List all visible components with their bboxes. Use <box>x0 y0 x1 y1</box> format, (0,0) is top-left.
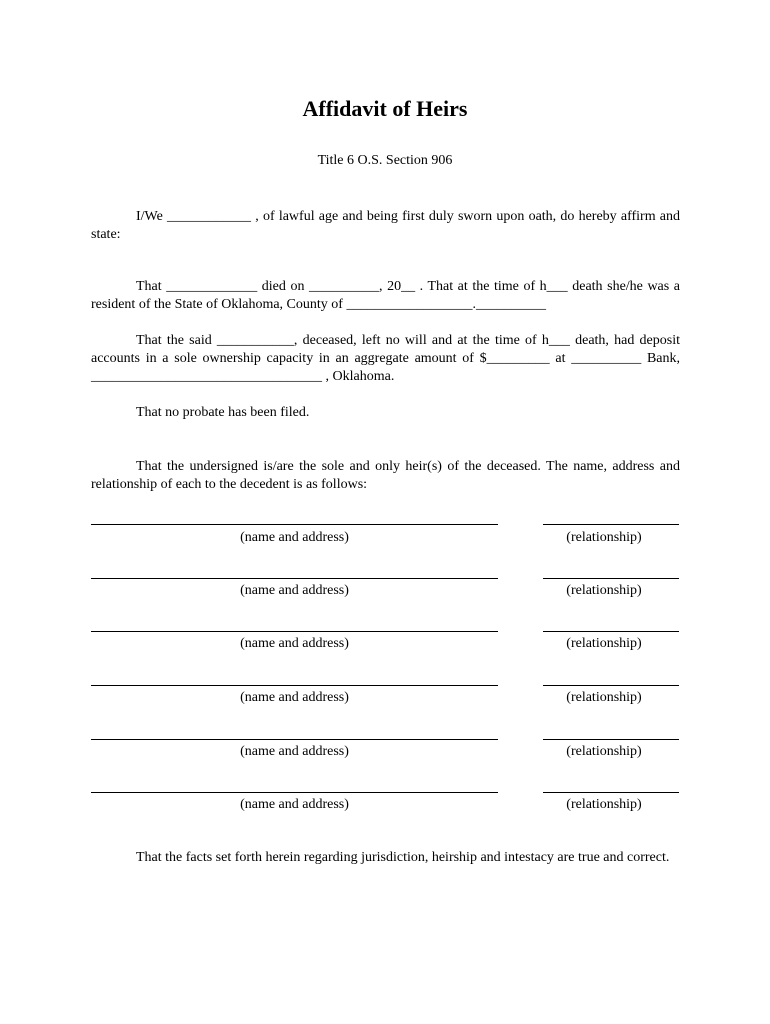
name-address-caption: (name and address) <box>240 583 349 598</box>
relationship-caption: (relationship) <box>566 744 642 759</box>
relationship-caption: (relationship) <box>566 530 642 545</box>
name-address-caption: (name and address) <box>240 797 349 812</box>
relationship-caption: (relationship) <box>566 797 642 812</box>
document-subtitle: Title 6 O.S. Section 906 <box>317 153 453 168</box>
relationship-signature-line <box>543 792 679 793</box>
decedent-paragraph: That _____________ died on __________, 20__ . That at the time of h___ death she/he was a resident of the State of Oklahoma, County of __________________.__________ <box>91 279 680 312</box>
name-signature-line <box>91 739 498 740</box>
name-address-caption: (name and address) <box>240 690 349 705</box>
relationship-signature-line <box>543 524 679 525</box>
heirs-paragraph: That the undersigned is/are the sole and only heir(s) of the deceased. The name, address and relationship of each to the decedent is as follows: <box>91 459 680 492</box>
closing-paragraph: That the facts set forth herein regarding jurisdiction, heirship and intestacy are true and correct. <box>136 850 670 865</box>
relationship-caption: (relationship) <box>566 690 642 705</box>
relationship-signature-line <box>543 739 679 740</box>
name-address-caption: (name and address) <box>240 530 349 545</box>
probate-paragraph: That no probate has been filed. <box>136 405 310 420</box>
name-signature-line <box>91 631 498 632</box>
relationship-signature-line <box>543 685 679 686</box>
relationship-caption: (relationship) <box>566 583 642 598</box>
document-title: Affidavit of Heirs <box>302 96 468 121</box>
relationship-signature-line <box>543 578 679 579</box>
name-signature-line <box>91 524 498 525</box>
name-address-caption: (name and address) <box>240 636 349 651</box>
name-signature-line <box>91 685 498 686</box>
name-signature-line <box>91 792 498 793</box>
deposit-paragraph: That the said ___________, deceased, left no will and at the time of h___ death, had deposit accounts in a sole ownership capacity in an aggregate amount of $_________ at __________ Bank, _________________________________ , Oklahoma. <box>91 333 680 384</box>
affirmation-paragraph: I/We ____________ , of lawful age and being first duly sworn upon oath, do hereby affirm and state: <box>91 209 680 242</box>
relationship-signature-line <box>543 631 679 632</box>
relationship-caption: (relationship) <box>566 636 642 651</box>
name-signature-line <box>91 578 498 579</box>
name-address-caption: (name and address) <box>240 744 349 759</box>
